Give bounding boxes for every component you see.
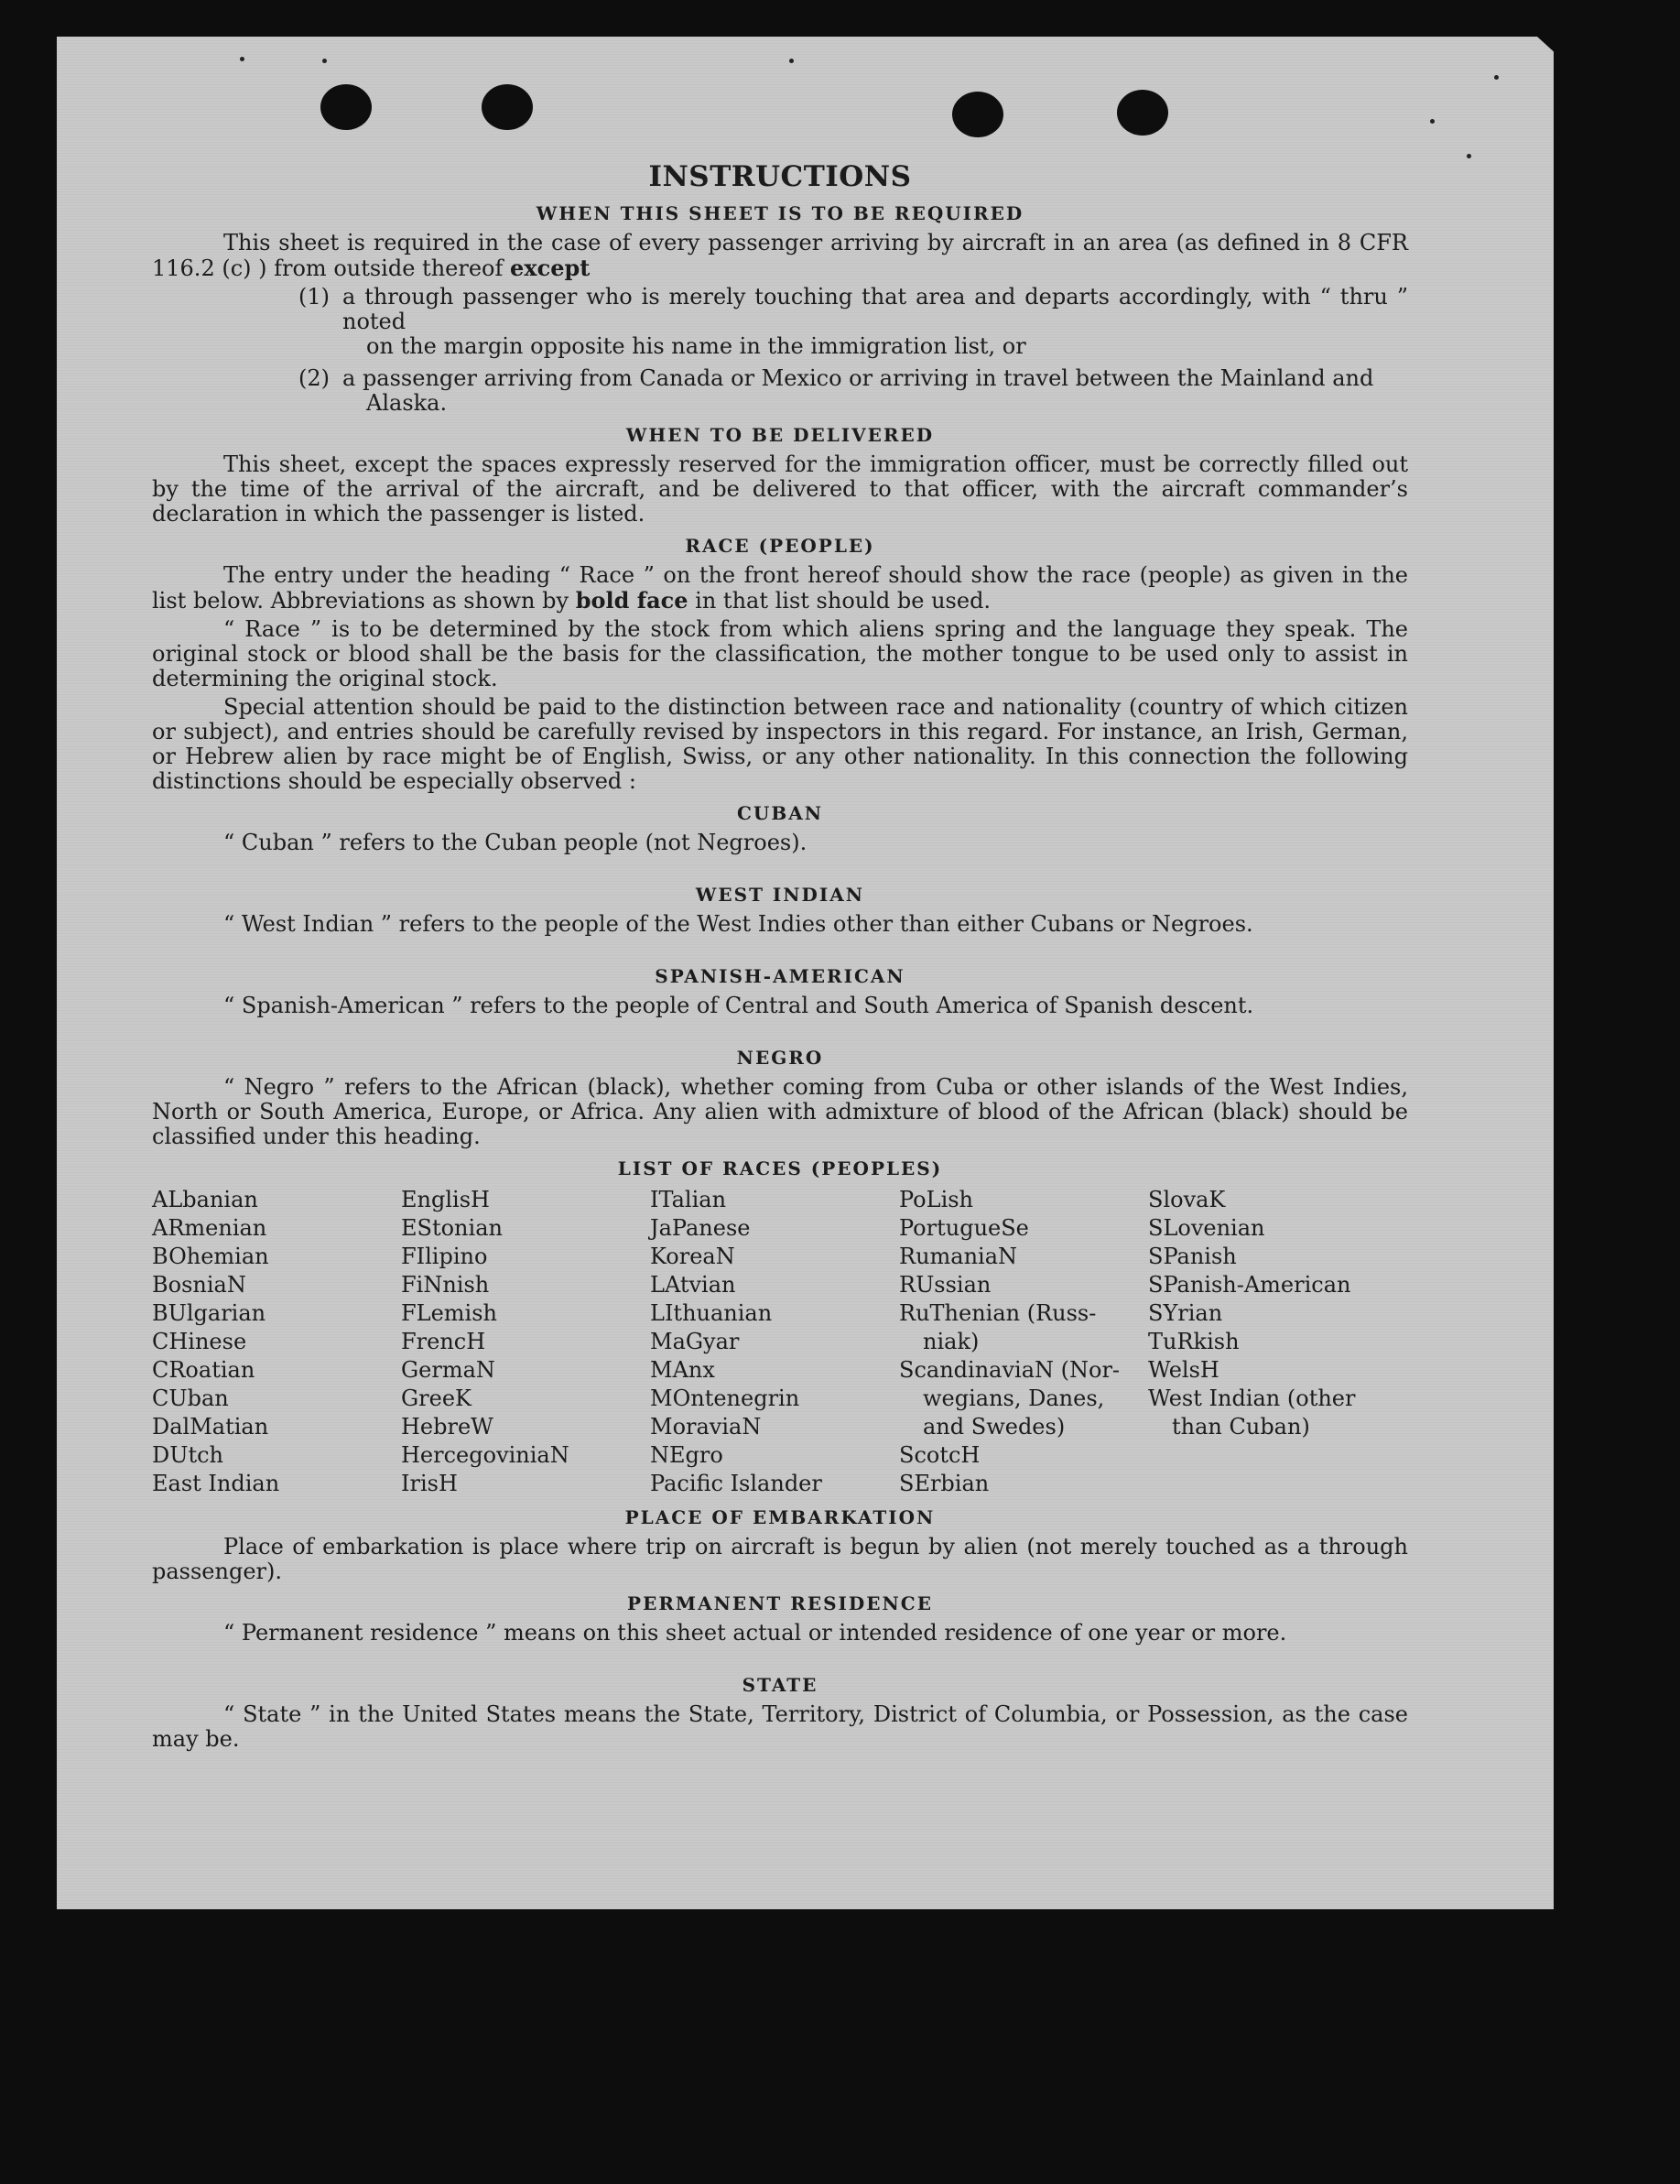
- speck: [1467, 154, 1471, 158]
- heading-list-of-races: LIST OF RACES (PEOPLES): [617, 1157, 943, 1179]
- race-item: East Indian: [152, 1471, 280, 1496]
- speck: [322, 59, 327, 63]
- race-item: LAtvian: [650, 1272, 736, 1298]
- race-item: ScotcH: [899, 1442, 981, 1468]
- punch-hole: [482, 84, 533, 130]
- race-item: SYrian: [1148, 1300, 1223, 1326]
- race-item: NEgro: [650, 1442, 723, 1468]
- heading-embarkation: PLACE OF EMBARKATION: [624, 1506, 936, 1528]
- race-item: HercegoviniaN: [401, 1442, 569, 1468]
- race-item: EStonian: [401, 1215, 503, 1241]
- race-item: GermaN: [401, 1357, 495, 1383]
- races-list: [152, 1186, 1408, 1498]
- race-item: Pacific Islander: [650, 1471, 822, 1496]
- race-item: SPanish: [1148, 1244, 1237, 1269]
- state-text: “ State ” in the United States means the State, Territory, District of Columbia, or Possession, as the case may be.: [152, 1701, 1408, 1752]
- spanish-american-text: “ Spanish-American ” refers to the people of Central and South America of Spanish descent.: [223, 993, 1254, 1018]
- race-item: IrisH: [401, 1471, 458, 1496]
- race-item: and Swedes): [923, 1414, 1066, 1440]
- race-item: ScandinaviaN (Nor-: [899, 1357, 1121, 1383]
- race-item: HebreW: [401, 1414, 493, 1440]
- race-item: CUban: [152, 1385, 229, 1411]
- race-paragraph-2: “ Race ” is to be determined by the stock from which aliens spring and the language they speak. The original stock or blood shall be the basis for the classification, the mother tongue to be used only to assist in determining the original stock.: [152, 616, 1408, 691]
- race-item: GreeK: [401, 1385, 471, 1411]
- race-item: RuThenian (Russ-: [899, 1300, 1097, 1326]
- negro-text: “ Negro ” refers to the African (black), whether coming from Cuba or other islands of the West Indies, North or South America, Europe, or Africa. Any alien with admixture of blood of the African (black) should be classified under this heading.: [152, 1074, 1408, 1149]
- cuban-text: “ Cuban ” refers to the Cuban people (not Negroes).: [223, 830, 807, 855]
- race-item: EnglisH: [401, 1187, 490, 1212]
- races-column: [899, 1186, 1148, 1498]
- speck: [240, 57, 244, 61]
- race-item: ALbanian: [152, 1187, 258, 1212]
- race-item: SErbian: [899, 1471, 990, 1496]
- race-item: MAnx: [650, 1357, 715, 1383]
- delivered-text: This sheet, except the spaces expressly reserved for the immigration officer, must be correctly filled out by the time of the arrival of the aircraft, and be delivered to that officer, with the aircraft commander’s declaration in which the passenger is listed.: [152, 451, 1408, 527]
- races-column: [650, 1186, 899, 1498]
- heading-required: WHEN THIS SHEET IS TO BE REQUIRED: [536, 202, 1024, 224]
- races-column: [401, 1186, 650, 1498]
- race-item: TuRkish: [1148, 1329, 1240, 1354]
- race-item: ITalian: [650, 1187, 727, 1212]
- race-item: MOntenegrin: [650, 1385, 800, 1411]
- speck: [1430, 119, 1435, 124]
- race-item: BUlgarian: [152, 1300, 266, 1326]
- heading-cuban: CUBAN: [736, 802, 824, 824]
- race-item: LIthuanian: [650, 1300, 773, 1326]
- race-item: BOhemian: [152, 1244, 269, 1269]
- race-item: FLemish: [401, 1300, 497, 1326]
- race-item: CRoatian: [152, 1357, 255, 1383]
- race-item: wegians, Danes,: [923, 1385, 1105, 1411]
- race-item: WelsH: [1148, 1357, 1219, 1383]
- heading-delivered: WHEN TO BE DELIVERED: [625, 424, 935, 446]
- punch-hole: [1117, 90, 1168, 136]
- race-item: RUssian: [899, 1272, 992, 1298]
- required-item-2: (2) a passenger arriving from Canada or Mexico or arriving in travel between the Mainland and Alaska.: [298, 365, 1374, 416]
- embarkation-text: Place of embarkation is place where trip on aircraft is begun by alien (not merely touched as a through passenger).: [152, 1534, 1408, 1584]
- race-item: niak): [923, 1329, 980, 1354]
- heading-spanish-american: SPANISH-AMERICAN: [655, 965, 905, 987]
- races-column: [1148, 1186, 1408, 1498]
- race-item: FIlipino: [401, 1244, 488, 1269]
- heading-state: STATE: [742, 1674, 818, 1696]
- instructions-content: [152, 161, 1408, 1755]
- punch-hole: [320, 84, 372, 130]
- race-item: BosniaN: [152, 1272, 246, 1298]
- race-paragraph-1: The entry under the heading “ Race ” on the front hereof should show the race (people) as given in the list below. Abbreviations as shown by bold face in that list should be used.: [152, 562, 1408, 614]
- race-item: DalMatian: [152, 1414, 269, 1440]
- required-intro: This sheet is required in the case of every passenger arriving by aircraft in an area (as defined in 8 CFR 116.2 (c) ) from outside thereof except: [152, 230, 1408, 281]
- heading-west-indian: WEST INDIAN: [695, 884, 865, 906]
- punch-hole: [952, 92, 1003, 137]
- race-item: SlovaK: [1148, 1187, 1226, 1212]
- races-column: [152, 1186, 401, 1498]
- race-item: FiNnish: [401, 1272, 490, 1298]
- residence-text: “ Permanent residence ” means on this sheet actual or intended residence of one year or more.: [223, 1620, 1287, 1646]
- race-item: PoLish: [899, 1187, 974, 1212]
- race-item: MaGyar: [650, 1329, 740, 1354]
- race-item: West Indian (other: [1148, 1385, 1356, 1411]
- speck: [789, 59, 794, 63]
- race-paragraph-3: Special attention should be paid to the distinction between race and nationality (country of which citizen or subject), and entries should be carefully revised by inspectors in this regard. For instance, an Irish, German, or Hebrew alien by race might be of English, Swiss, or any other nationality. In this connection the following distinctions should be especially observed :: [152, 694, 1408, 794]
- page-title: INSTRUCTIONS: [648, 160, 912, 193]
- race-item: SLovenian: [1148, 1215, 1265, 1241]
- race-item: ARmenian: [152, 1215, 267, 1241]
- heading-permanent-residence: PERMANENT RESIDENCE: [627, 1592, 933, 1614]
- race-item: PortugueSe: [899, 1215, 1029, 1241]
- race-item: KoreaN: [650, 1244, 735, 1269]
- race-item: RumaniaN: [899, 1244, 1018, 1269]
- heading-negro: NEGRO: [736, 1047, 824, 1069]
- speck: [1494, 75, 1499, 80]
- race-item: than Cuban): [1172, 1414, 1310, 1440]
- race-item: FrencH: [401, 1329, 486, 1354]
- heading-race: RACE (PEOPLE): [685, 535, 875, 557]
- required-item-1: (1) a through passenger who is merely touching that area and departs accordingly, with “ thru ” noted on the margin opposite his name in the immigration list, or: [298, 284, 1408, 359]
- race-item: DUtch: [152, 1442, 224, 1468]
- race-item: SPanish-American: [1148, 1272, 1351, 1298]
- race-item: CHinese: [152, 1329, 247, 1354]
- race-item: MoraviaN: [650, 1414, 762, 1440]
- west-indian-text: “ West Indian ” refers to the people of the West Indies other than either Cubans or Negroes.: [223, 911, 1253, 937]
- race-item: JaPanese: [650, 1215, 751, 1241]
